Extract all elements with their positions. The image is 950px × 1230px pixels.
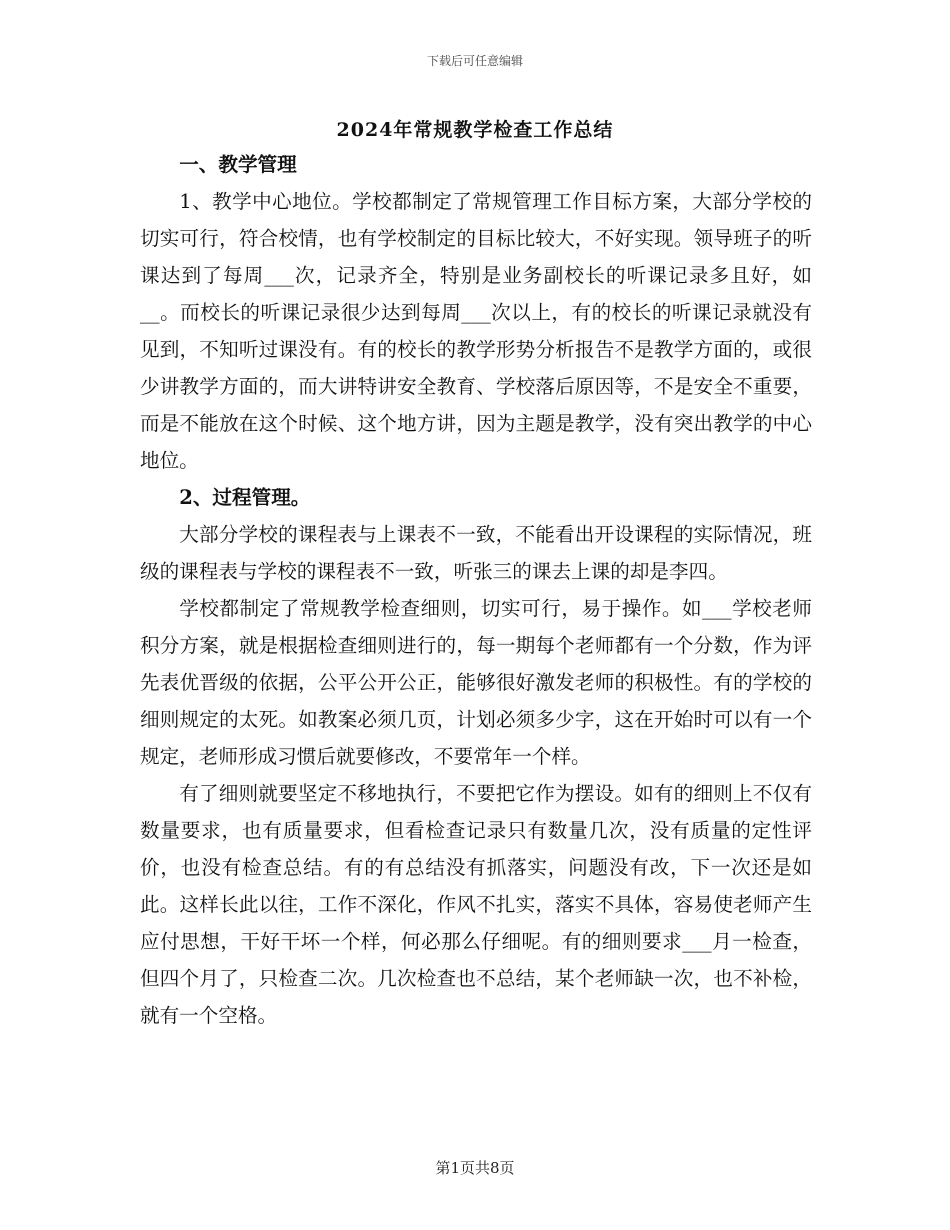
paragraph: 有了细则就要坚定不移地执行，不要把它作为摆设。如有的细则上不仅有数量要求，也有质量要求，但看检查记录只有数量几次，没有质量的定性评价，也没有检查总结。有的有总结没有抓落实，问题没有改，下一次还是如此。这样长此以往，工作不深化，作风不扎实，落实不具体，容易使老师产生应付思想，干好干坏一个样，何必那么仔细呢。有的细则要求___月一检查，但四个月了，只检查二次。几次检查也不总结，某个老师缺一次，也不补检，就有一个空格。 (140, 782, 812, 1027)
section-heading-process-management: 2、过程管理。 (179, 486, 311, 509)
header-note: 下载后可任意编辑 (426, 54, 523, 68)
document-title: 2024年常规教学检查工作总结 (336, 119, 614, 141)
document-body (140, 146, 812, 1034)
page-number-footer: 第1页共8页 (435, 1159, 515, 1177)
paragraph: 大部分学校的课程表与上课表不一致，不能看出开设课程的实际情况，班级的课程表与学校的课程表不一致，听张三的课去上课的却是李四。 (140, 523, 812, 583)
section-heading-teaching-management: 一、教学管理 (179, 153, 297, 176)
paragraph: 学校都制定了常规教学检查细则，切实可行，易于操作。如___学校老师积分方案，就是根据检查细则进行的，每一期每个老师都有一个分数，作为评先表优晋级的依据，公平公开公正，能够很好激发老师的积极性。有的学校的细则规定的太死。如教案必须几页，计划必须多少字，这在开始时可以有一个规定，老师形成习惯后就要修改，不要常年一个样。 (140, 597, 812, 768)
paragraph: 1、教学中心地位。学校都制定了常规管理工作目标方案，大部分学校的切实可行，符合校情，也有学校制定的目标比较大，不好实现。领导班子的听课达到了每周___次，记录齐全，特别是业务副校长的听课记录多且好，如__。而校长的听课记录很少达到每周___次以上，有的校长的听课记录就没有见到，不知听过课没有。有的校长的教学形势分析报告不是教学方面的，或很少讲教学方面的，而大讲特讲安全教育、学校落后原因等，不是安全不重要，而是不能放在这个时候、这个地方讲，因为主题是教学，没有突出教学的中心地位。 (140, 190, 812, 472)
